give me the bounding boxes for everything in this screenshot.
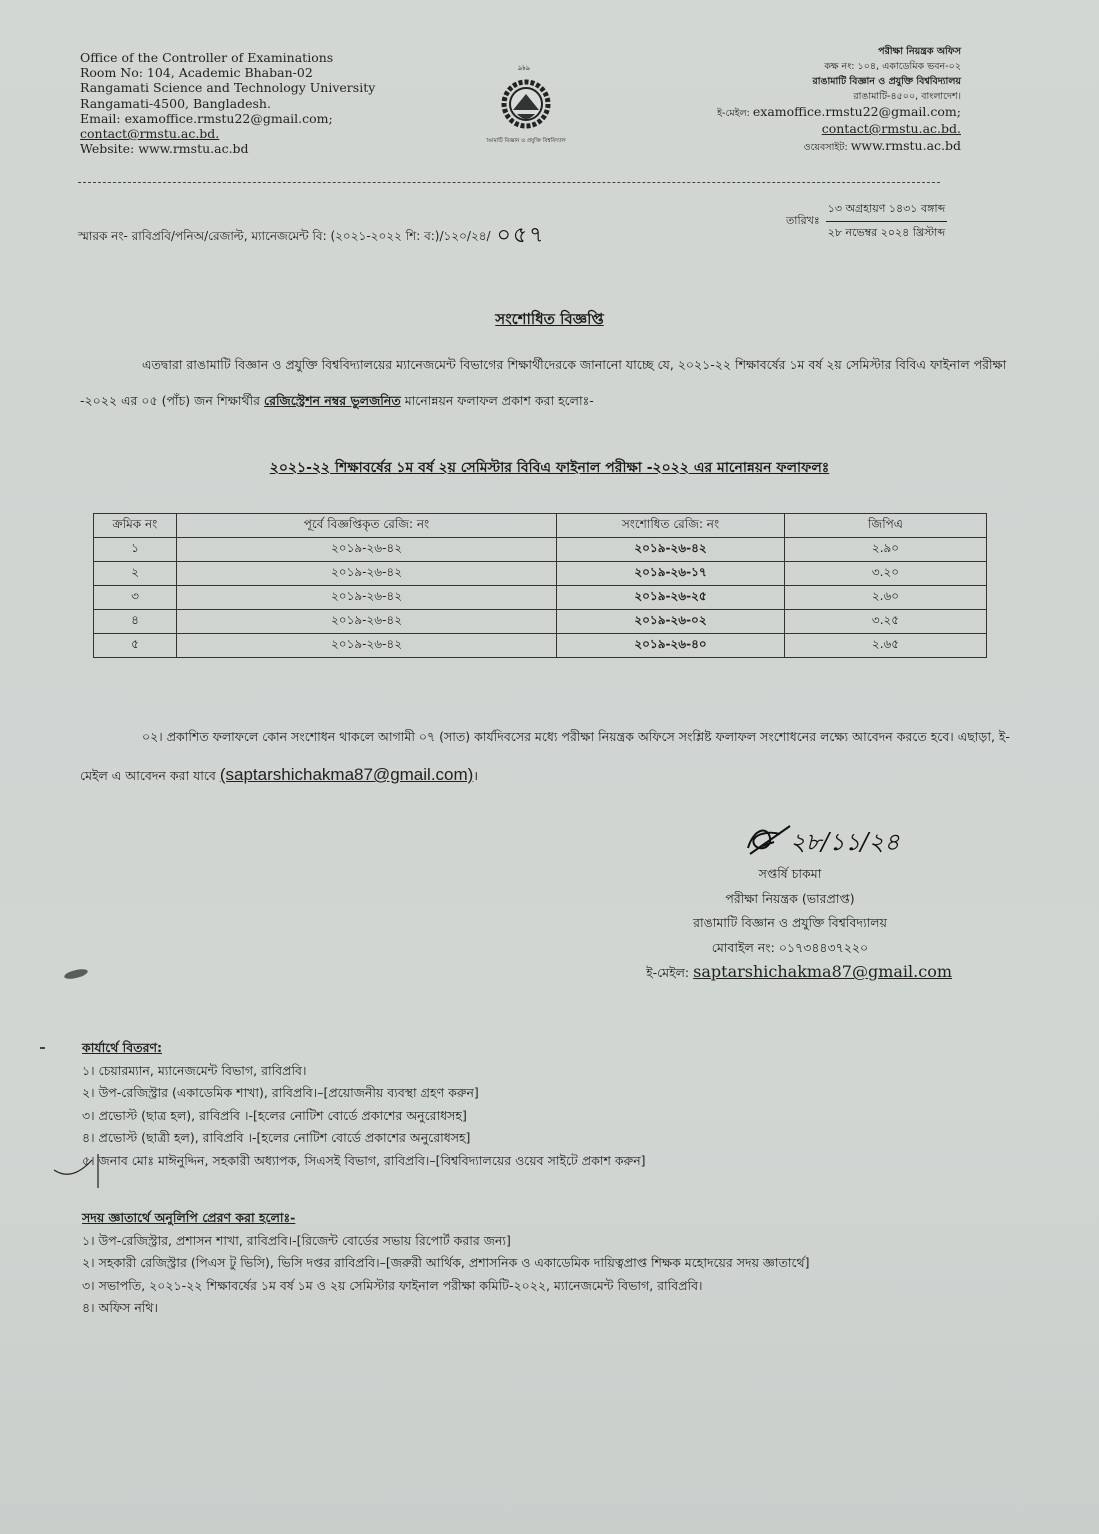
- cell-previous-reg: ২০১৯-২৬-৪২: [177, 586, 557, 610]
- ink-smudge: [63, 968, 88, 980]
- para1-highlight: রেজিস্ট্রেশন নম্বর ভুলজনিত: [264, 393, 401, 408]
- date-gregorian: ২৮ নভেম্বর ২০২৪ খ্রিস্টাব্দ: [827, 226, 946, 239]
- office-name-bn: পরীক্ষা নিয়ন্ত্রক অফিস: [878, 46, 961, 57]
- header-corrected-reg: সংশোধিত রেজি: নং: [557, 514, 785, 538]
- list-item: ৩। প্রভোস্ট (ছাত্র হল), রাবিপ্রবি ।-[হলের নোটিশ বোর্ডে প্রকাশের অনুরোধসহ]: [82, 1107, 467, 1123]
- memo-label: স্মারক নং- রাবিপ্রবি/পনিঅ/রেজাল্ট, ম্যানেজমেন্ট বি: (২০২১-২০২২ শি: ব:)/১২০/২৪/: [78, 229, 491, 243]
- list-item: ২। উপ-রেজিস্ট্রার (একাডেমিক শাখা), রাবিপ্রবি।–[প্রয়োজনীয় ব্যবস্থা গ্রহণ করুন]: [82, 1085, 479, 1100]
- table-row: [94, 610, 987, 634]
- cell-previous-reg: ২০১৯-২৬-৪২: [177, 610, 557, 634]
- list-item: ৪। প্রভোস্ট (ছাত্রী হল), রাবিপ্রবি ।-[হলের নোটিশ বোর্ডে প্রকাশের অনুরোধসহ]: [82, 1130, 471, 1145]
- list-item: ৩। সভাপতি, ২০২১-২২ শিক্ষাবর্ষের ১ম বর্ষ ১ম ও ২য় সেমিস্টার ফাইনাল পরীক্ষা কমিটি-২০২২, ম্যানেজমেন্ট বিভাগ, রাবিপ্রবি।: [82, 1277, 703, 1293]
- table-title: ২০২১-২২ শিক্ষাবর্ষের ১ম বর্ষ ২য় সেমিস্টার বিবিএ ফাইনাল পরীক্ষা -২০২২ এর মানোন্নয়ন ফলাফলঃ: [269, 460, 830, 476]
- office-address: Rangamati-4500, Bangladesh.: [80, 95, 271, 111]
- ink-dot: [40, 1047, 45, 1049]
- cell-corrected-reg: ২০১৯-২৬-০২: [557, 610, 785, 634]
- university-name: Rangamati Science and Technology University: [80, 80, 376, 96]
- cell-corrected-reg: ২০১৯-২৬-৪২: [557, 538, 785, 562]
- notice-title: সংশোধিত বিজ্ঞপ্তি: [495, 310, 604, 328]
- para2-text: ০২। প্রকাশিত ফলাফলে কোন সংশোধন থাকলে আগামী ০৭ (সাত) কার্যদিবসের মধ্যে পরীক্ষা নিয়ন্ত্রক অফিসে সংশ্লিষ্ট ফলাফল সংশোধনের লক্ষ্যে আবেদন করতে হবে। এছাড়া, ই-মেইল এ আবেদন করা যাবে: [80, 729, 1010, 783]
- list-item: ৪। অফিস নথি।: [82, 1300, 158, 1315]
- table-row: [94, 634, 987, 658]
- para1-end: মানোন্নয়ন ফলাফল প্রকাশ করা হলোঃ-: [400, 393, 594, 408]
- para2-end: ।: [473, 768, 479, 783]
- signatory-email-link[interactable]: saptarshichakma87@gmail.com: [693, 962, 952, 981]
- office-name: Office of the Controller of Examinations: [80, 50, 334, 65]
- header-serial: ক্রমিক নং: [94, 514, 177, 538]
- signature-icon: [740, 818, 930, 866]
- svg-text:ঌ৳ঌ: ঌ৳ঌ: [518, 64, 530, 72]
- contact-email-link[interactable]: contact@rmstu.ac.bd.: [80, 126, 220, 142]
- pen-tick-mark: [52, 1152, 132, 1188]
- copies-list: [82, 1207, 810, 1320]
- table-row: [94, 586, 987, 610]
- header-divider: [78, 182, 940, 183]
- cell-corrected-reg: ২০১৯-২৬-২৫: [557, 586, 785, 610]
- distribution-heading: কার্যার্থে বিতরণ:: [82, 1040, 163, 1055]
- list-item: ৫। জনাব মোঃ মাঈনুদ্দিন, সহকারী অধ্যাপক, সিএসই বিভাগ, রাবিপ্রবি।–[বিশ্ববিদ্যালয়ের ওয়েব সাইটে প্রকাশ করুন]: [82, 1152, 646, 1168]
- date-label: তারিখঃ: [786, 214, 820, 227]
- list-item: ১। উপ-রেজিস্ট্রার, প্রশাসন শাখা, রাবিপ্রবি।-[রিজেন্ট বোর্ডের সভায় রিপোর্ট করার জন্য]: [82, 1232, 511, 1248]
- office-website: Website: www.rmstu.ac.bd: [80, 141, 249, 157]
- cell-previous-reg: ২০১৯-২৬-৪২: [177, 634, 557, 658]
- cell-serial: ১: [94, 538, 177, 562]
- cell-previous-reg: ২০১৯-২৬-৪২: [177, 562, 557, 586]
- university-name-bn: রাঙামাটি বিজ্ঞান ও প্রযুক্তি বিশ্ববিদ্যালয়: [812, 76, 961, 87]
- office-email-bn: examoffice.rmstu22@gmail.com;: [752, 104, 961, 119]
- signatory-block: [610, 862, 970, 986]
- cell-serial: ৩: [94, 586, 177, 610]
- signatory-university: রাঙামাটি বিজ্ঞান ও প্রযুক্তি বিশ্ববিদ্যালয়: [693, 915, 887, 930]
- header-gpa: জিপিএ: [785, 514, 987, 538]
- handwritten-signature: [740, 818, 930, 866]
- university-seal-icon: [486, 56, 566, 166]
- cell-gpa: ২.৬৫: [785, 634, 987, 658]
- website-label-bn: ওয়েবসাইট:: [803, 142, 848, 153]
- cell-serial: ৪: [94, 610, 177, 634]
- cell-corrected-reg: ২০১৯-২৬-১৭: [557, 562, 785, 586]
- office-website-bn: www.rmstu.ac.bd: [850, 138, 961, 153]
- cell-corrected-reg: ২০১৯-২৬-৪০: [557, 634, 785, 658]
- cell-gpa: ২.৬০: [785, 586, 987, 610]
- table-row: [94, 538, 987, 562]
- office-address-bn: রাঙামাটি-৪৫০০, বাংলাদেশ।: [853, 91, 961, 102]
- signatory-email-label: ই-মেইল:: [646, 965, 690, 980]
- header-previous-reg: পূর্বে বিজ্ঞপ্তিকৃত রেজি: নং: [177, 514, 557, 538]
- notice-paragraph-2: [80, 718, 1022, 795]
- list-item: ২। সহকারী রেজিস্ট্রার (পিএস টু ভিসি), ভিসি দপ্তর রাবিপ্রবি।–[জরুরী আর্থিক, প্রশাসনিক ও একাডেমিক দায়িত্বপ্রাপ্ত শিক্ষক মহোদয়ের সদয় জ্ঞাতার্থে]: [82, 1255, 810, 1270]
- cell-serial: ২: [94, 562, 177, 586]
- notice-paragraph-1: [80, 347, 1022, 419]
- table-row: [94, 562, 987, 586]
- office-room-bn: কক্ষ নং: ১০৪, একাডেমিক ভবন-০২: [824, 61, 961, 72]
- memo-handwritten-number: ০৫৭: [496, 223, 546, 248]
- university-logo: [486, 56, 566, 166]
- date-bangla: ১৩ অগ্রহায়ণ ১৪৩১ বঙ্গাব্দ: [826, 198, 948, 222]
- cell-gpa: ২.৯০: [785, 538, 987, 562]
- cell-serial: ৫: [94, 634, 177, 658]
- para1-text: এতদ্বারা রাঙামাটি বিজ্ঞান ও প্রযুক্তি বিশ্ববিদ্যালয়ের ম্যানেজমেন্ট বিভাগের শিক্ষার্থীদেরকে জানানো যাচ্ছে যে, ২০২১-২২ শিক্ষাবর্ষের ১ম বর্ষ ২য় সেমিস্টার বিবিএ ফাইনাল পরীক্ষা -২০২২ এর ০৫ (পাঁচ) জন শিক্ষার্থীর: [80, 357, 1007, 408]
- distribution-list: [82, 1037, 646, 1172]
- cell-previous-reg: ২০১৯-২৬-৪২: [177, 538, 557, 562]
- copies-heading: সদয় জ্ঞাতার্থে অনুলিপি প্রেরণ করা হলোঃ-: [82, 1210, 296, 1225]
- letterhead-english: [80, 50, 375, 156]
- letterhead-bangla: [717, 44, 961, 155]
- table-header-row: [94, 514, 987, 538]
- office-email: Email: examoffice.rmstu22@gmail.com;: [80, 110, 333, 126]
- office-room: Room No: 104, Academic Bhaban-02: [80, 65, 313, 81]
- logo-caption: রাঙামাটি বিজ্ঞান ও প্রযুক্তি বিশ্ববিদ্যালয়: [486, 138, 566, 144]
- signatory-designation: পরীক্ষা নিয়ন্ত্রক (ভারপ্রাপ্ত): [725, 890, 855, 906]
- para2-email-link[interactable]: (saptarshichakma87@gmail.com): [219, 765, 474, 784]
- contact-email-link-bn[interactable]: contact@rmstu.ac.bd.: [821, 121, 961, 136]
- cell-gpa: ৩.২৫: [785, 610, 987, 634]
- memo-date: [786, 198, 947, 245]
- signatory-name: সপ্তর্ষি চাকমা: [758, 866, 822, 881]
- list-item: ১। চেয়ারম্যান, ম্যানেজমেন্ট বিভাগ, রাবিপ্রবি।: [82, 1062, 307, 1078]
- signature-date: ২৮/১১/২৪: [790, 828, 900, 856]
- results-table: [93, 513, 987, 658]
- memo-reference: [78, 218, 545, 255]
- signatory-mobile: মোবাইল নং: ০১৭৩৪৪৩৭২২০: [711, 939, 869, 955]
- email-label-bn: ই-মেইল:: [717, 108, 750, 119]
- cell-gpa: ৩.২০: [785, 562, 987, 586]
